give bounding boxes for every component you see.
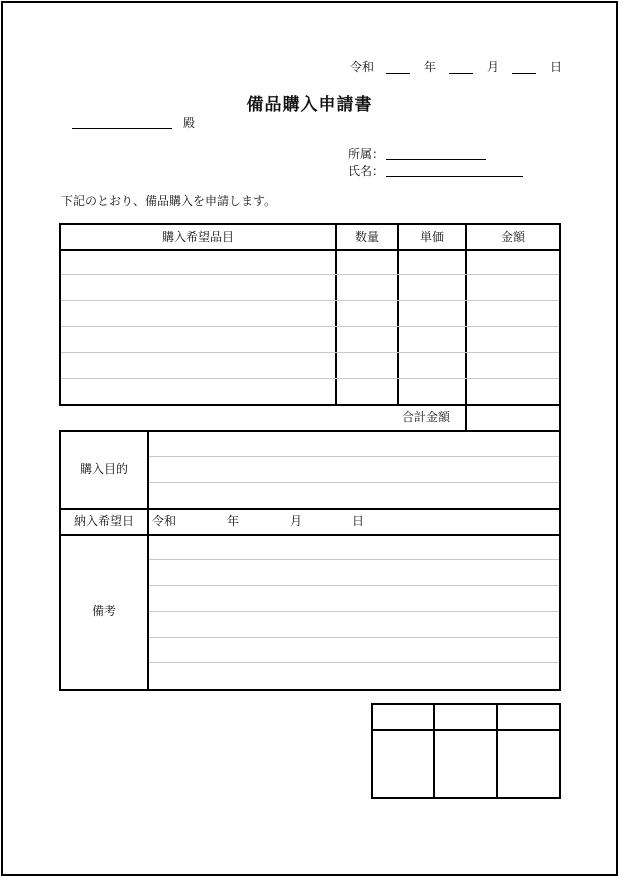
header-quantity: 数量 xyxy=(354,230,379,244)
stamp-cell[interactable] xyxy=(373,731,433,797)
items-header-divider xyxy=(59,249,561,251)
date-month-unit: 月 xyxy=(487,60,500,74)
date-year-unit: 年 xyxy=(424,60,437,74)
details-label-divider xyxy=(147,430,149,691)
remarks-line[interactable] xyxy=(149,585,559,586)
department-blank[interactable] xyxy=(386,159,486,160)
total-label: 合計金額 xyxy=(402,410,451,424)
stamp-cell[interactable] xyxy=(435,731,496,797)
table-row[interactable] xyxy=(61,378,559,379)
total-right-border xyxy=(559,404,561,432)
addressee-blank[interactable] xyxy=(72,128,172,129)
purpose-line[interactable] xyxy=(149,456,559,457)
department-label: 所属： xyxy=(348,147,385,161)
delivery-year-unit: 年 xyxy=(227,514,240,528)
date-day-unit: 日 xyxy=(550,60,563,74)
delivery-era: 令和 xyxy=(152,514,177,528)
delivery-month-unit: 月 xyxy=(290,514,303,528)
remarks-line[interactable] xyxy=(149,611,559,612)
document-title: 備品購入申請書 xyxy=(246,95,373,115)
addressee-honorific: 殿 xyxy=(183,116,196,130)
purpose-bottom-divider xyxy=(59,508,561,510)
purpose-label: 購入目的 xyxy=(79,462,128,476)
stamp-cell[interactable] xyxy=(498,731,559,797)
delivery-day-unit: 日 xyxy=(352,514,365,528)
total-amount-cell[interactable] xyxy=(467,406,559,430)
purpose-line[interactable] xyxy=(149,482,559,483)
remarks-line[interactable] xyxy=(149,662,559,663)
intro-text: 下記のとおり、備品購入を申請します。 xyxy=(61,194,277,208)
table-row[interactable] xyxy=(61,300,559,301)
name-blank[interactable] xyxy=(386,176,523,177)
delivery-label: 納入希望日 xyxy=(73,514,134,528)
day-blank[interactable] xyxy=(512,73,536,74)
table-row[interactable] xyxy=(61,352,559,353)
delivery-bottom-divider xyxy=(59,534,561,536)
header-item: 購入希望品目 xyxy=(161,230,234,244)
remarks-line[interactable] xyxy=(149,559,559,560)
month-blank[interactable] xyxy=(449,73,473,74)
year-blank[interactable] xyxy=(386,73,410,74)
header-amount: 金額 xyxy=(500,230,525,244)
table-row[interactable] xyxy=(61,326,559,327)
remarks-line[interactable] xyxy=(149,637,559,638)
remarks-label: 備考 xyxy=(91,604,116,618)
date-era: 令和 xyxy=(350,60,375,74)
header-unit-price: 単価 xyxy=(419,230,444,244)
name-label: 氏名： xyxy=(348,164,385,178)
table-row[interactable] xyxy=(61,274,559,275)
